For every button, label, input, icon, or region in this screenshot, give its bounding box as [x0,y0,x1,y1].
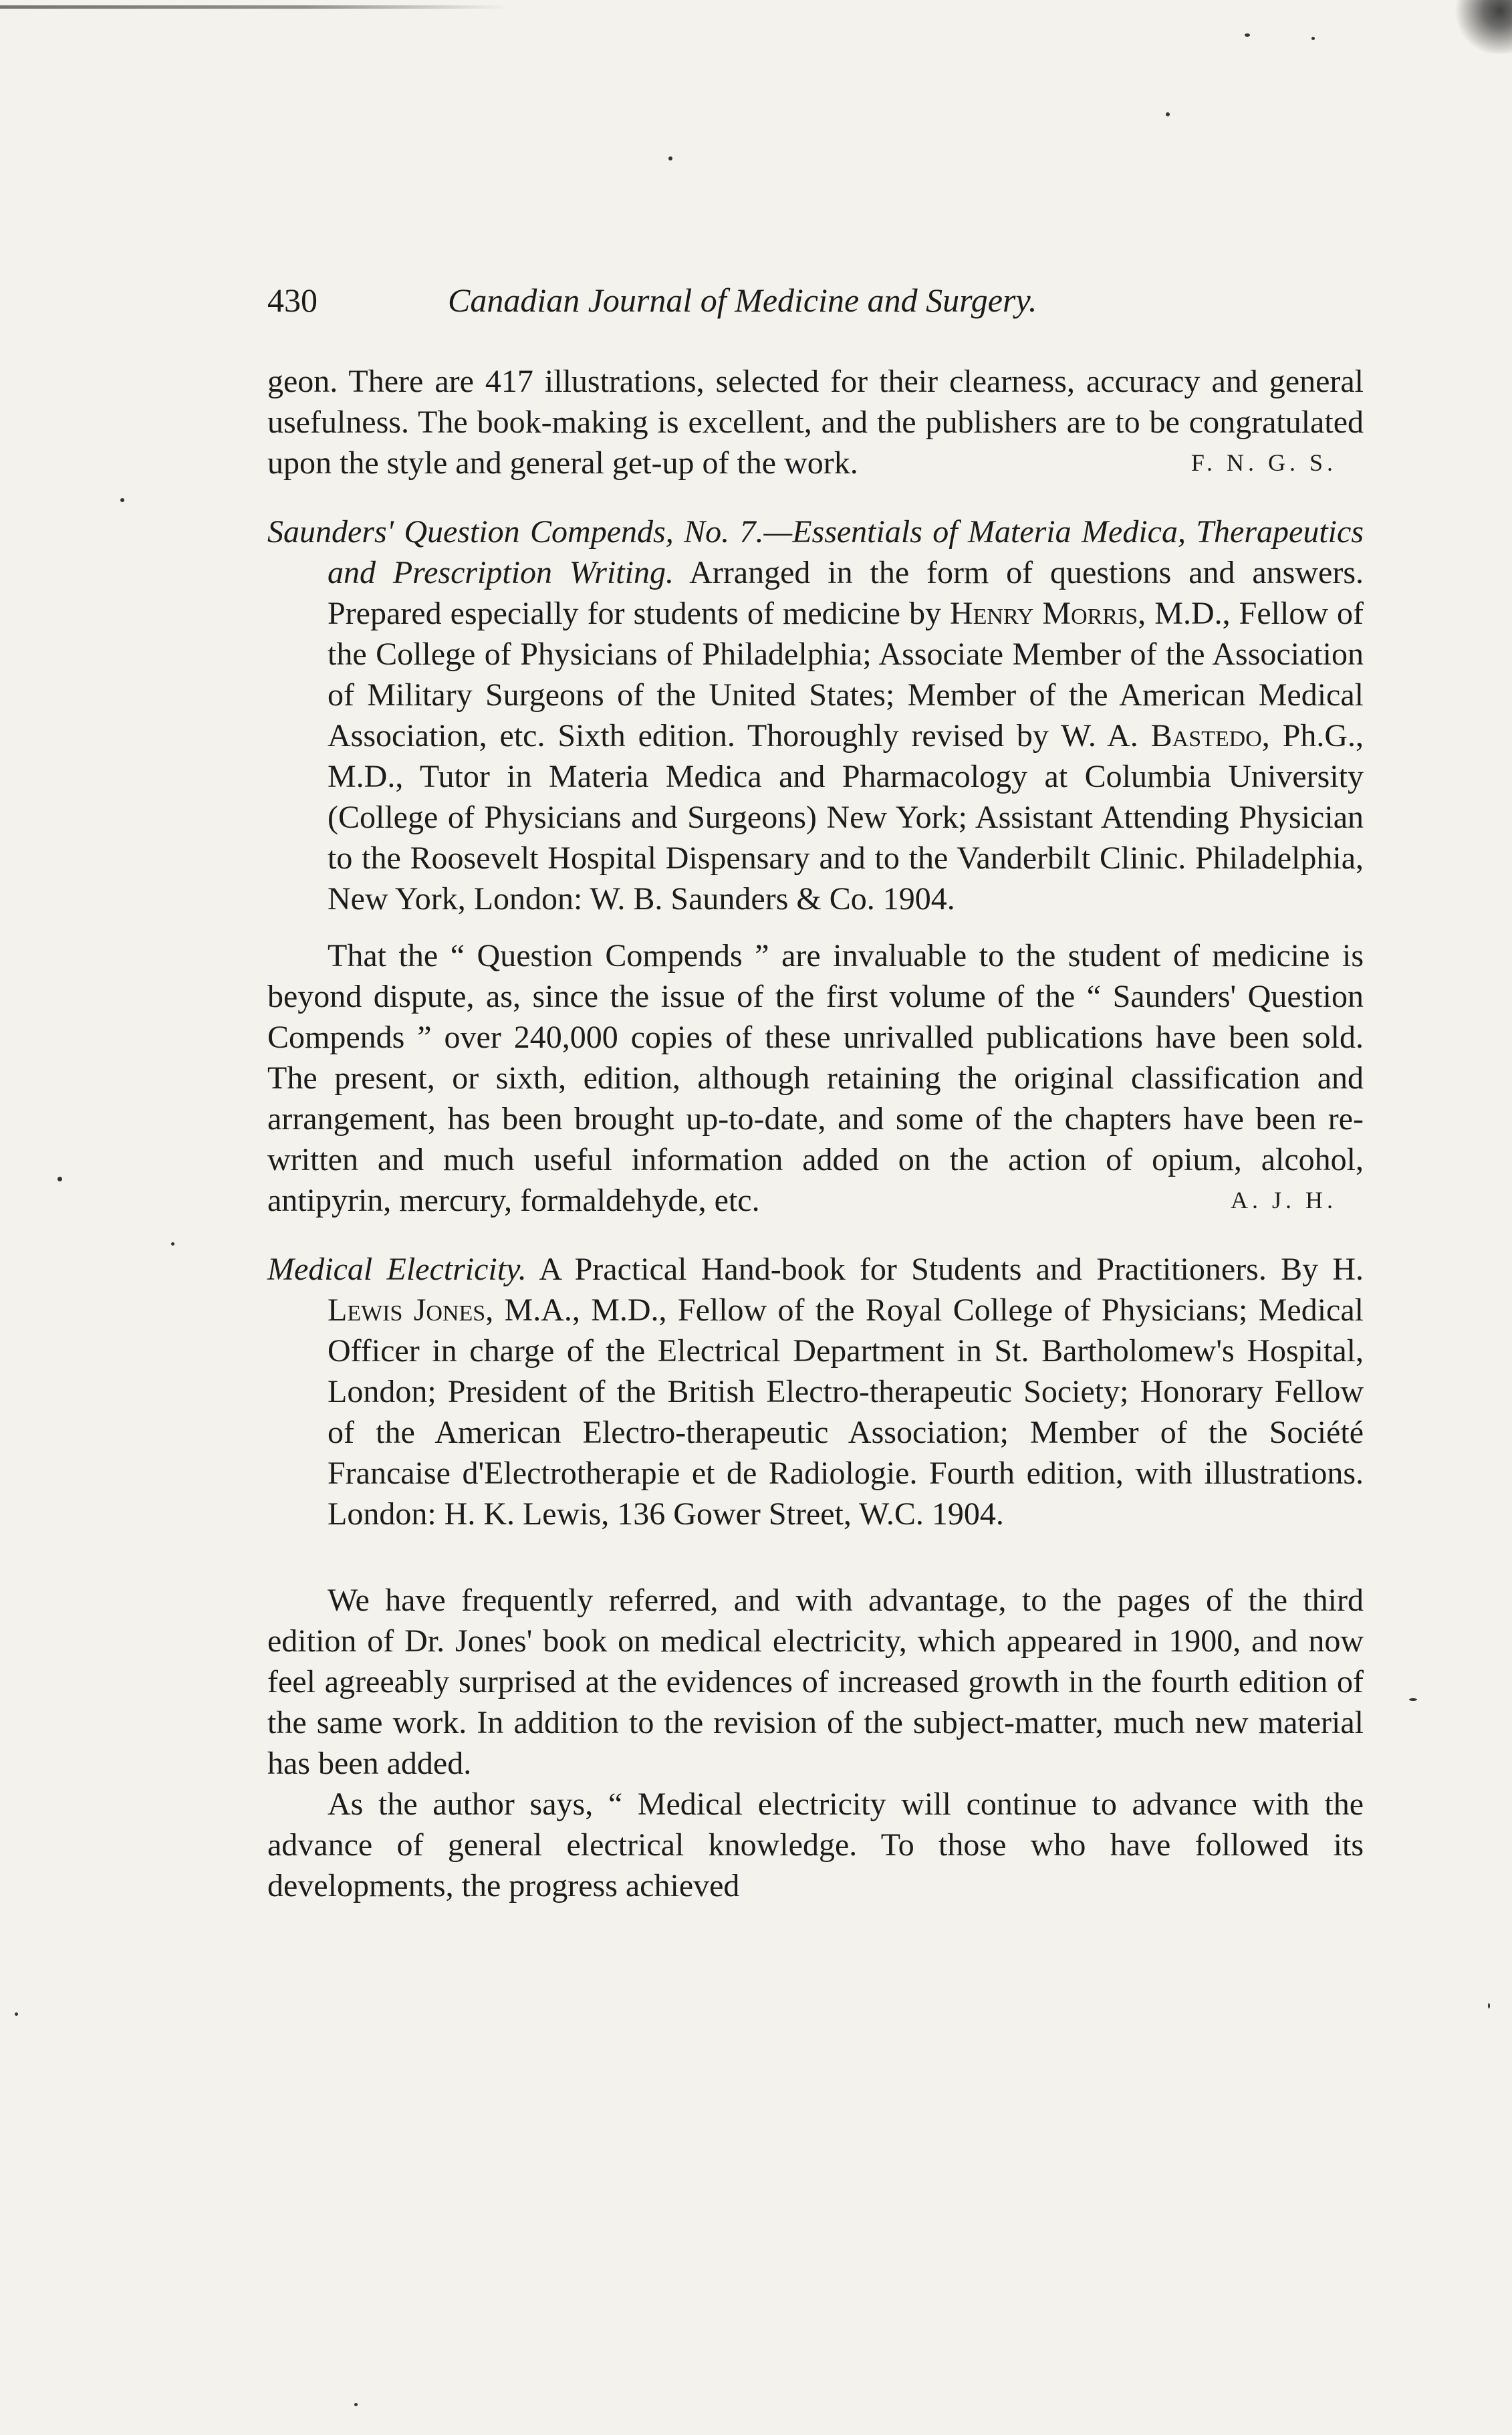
scan-speck [15,2012,18,2016]
book-details: M.D., Fellow of the College of Physicians of Philadelphia; Associate Member of the Association of Military Surgeons of the United States; Member of the American Medical Association, etc. Sixth edition. Thoroughly revised by W. A. [328,596,1364,753]
book-author: Lewis Jones, [328,1292,494,1328]
scan-speck [1488,2003,1490,2008]
page-number: 430 [267,281,318,319]
review-continuation [267,361,1364,483]
spacer [267,1550,1364,1580]
book-reviser: Bastedo, [1150,718,1270,753]
scan-edge-mark [0,5,508,9]
book-entry-question-compends [267,511,1364,919]
review-continuation-text: geon. There are 417 illustrations, selected for their clearness, accuracy and general usefulness. The book-making is excellent, and the publishers are to be congratulated upon the style and general get-up of the work. [267,364,1364,481]
scan-speck [668,156,672,160]
running-head [267,281,1364,334]
scan-speck [1245,33,1250,37]
review-body: As the author says, “ Medical electricity will continue to advance with the advance of general electrical knowledge. To those who have followed its developments, the progress achieved [267,1786,1364,1903]
reviewer-signature: A. J. H. [1230,1187,1337,1213]
book-author: Henry Morris, [950,596,1146,631]
review-body [267,935,1364,1221]
book-details: Arranged in the form of questions and answers. Prepared especially for students of medicine by [328,555,1364,631]
journal-page [267,281,1364,1906]
book-title: Saunders' Question Compends, No. 7.—Essentials of Materia Medica, Therapeutics and Prescription Writing. [267,514,1364,590]
scan-corner-smudge [1452,0,1512,53]
review-body-text: That the “ Question Compends ” are invaluable to the student of medicine is beyond dispute, as, since the issue of the first volume of the “ Saunders' Question Compends ” over 240,000 copies of these unrivalled publications have been sold. The present, or sixth, edition, although retaining the original classification and arrangement, has been brought up-to-date, and some of the chapters have been re-written and much useful information added on the action of opium, alcohol, antipyrin, mercury, formaldehyde, etc. [267,938,1364,1218]
book-details: Ph.G., M.D., Tutor in Materia Medica and Pharmacology at Columbia University (College of Physicians and Surgeons) New York; Assistant Attending Physician to the Roosevelt Hospital Dispensary and to the Vanderbilt Clinic. Philadelphia, New York, London: W. B. Saunders & Co. 1904. [328,718,1364,917]
book-details: M.A., M.D., Fellow of the Royal College of Physicians; Medical Officer in charge of the Electrical Department in St. Bartholomew's Hospital, London; President of the British Electro-therapeutic Society; Honorary Fellow of the American Electro-therapeutic Association; Member of the Société Francaise d'Electrotherapie et de Radiologie. Fourth edition, with illustrations. London: H. K. Lewis, 136 Gower Street, W.C. 1904. [328,1292,1364,1532]
book-details: A Practical Hand-book for Students and Practitioners. By H. [539,1252,1364,1287]
review-body: We have frequently referred, and with advantage, to the pages of the third edition of Dr. Jones' book on medical electricity, which appeared in 1900, and now feel agreeably surprised at the evidences of increased growth in the fourth edition of the same work. In addition to the revision of the subject-matter, much new material has been added. [267,1583,1364,1781]
scan-speck [171,1242,174,1246]
journal-title: Canadian Journal of Medicine and Surgery. [448,281,1037,319]
reviewer-signature: F. N. G. S. [1190,449,1337,476]
scan-speck [354,2403,358,2406]
book-entry-medical-electricity [267,1249,1364,1534]
scan-speck [1409,1698,1417,1701]
scan-speck [57,1177,62,1181]
scan-speck [120,498,124,502]
scan-speck [1166,112,1170,116]
book-title: Medical Electricity. [267,1252,527,1287]
scan-speck [1311,37,1315,40]
